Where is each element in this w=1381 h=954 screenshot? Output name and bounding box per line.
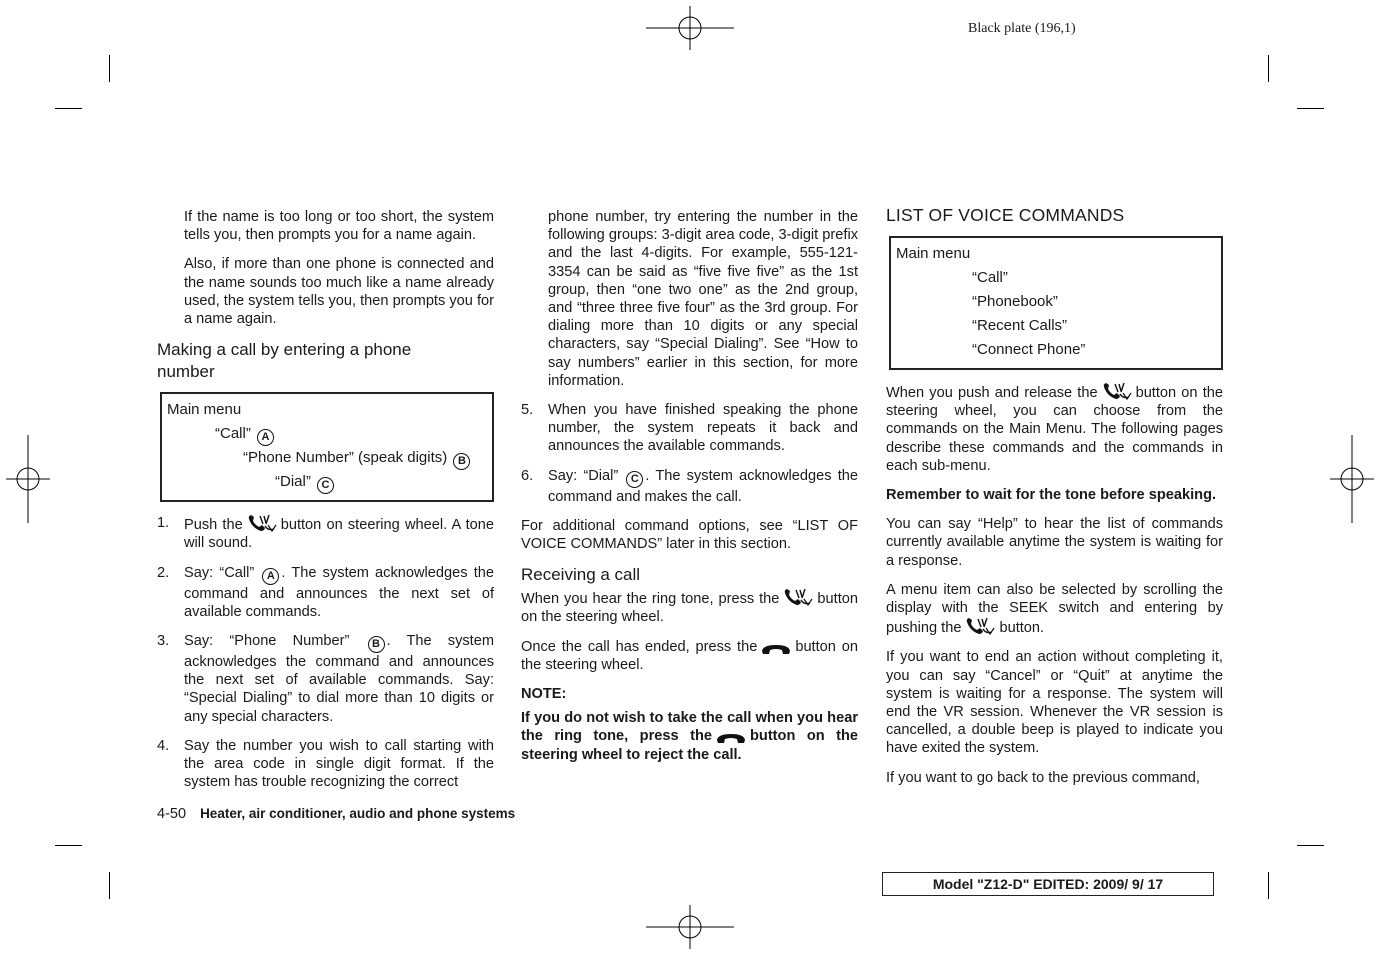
page-number: 4-50 <box>157 806 187 822</box>
badge-a: A <box>257 429 274 446</box>
model-edited-box: Model "Z12-D" EDITED: 2009/ 9/ 17 <box>882 872 1214 896</box>
heading-making-call: Making a call by entering a phone number <box>157 340 412 382</box>
voice-talk-icon <box>1101 382 1133 402</box>
chapter-title: Heater, air conditioner, audio and phone systems <box>200 806 516 821</box>
paragraph-multiple-phones: Also, if more than one phone is connected and the name sounds too much like a name already used, the system tells you, then prompts you for a name again. <box>184 256 494 328</box>
paragraph-seek: A menu item can also be selected by scrolling the display with the SEEK switch and entering by pushing the button. <box>886 581 1223 637</box>
paragraph-receiving: When you hear the ring tone, press the button on the steering wheel. <box>521 588 858 626</box>
column-3 <box>886 204 1223 798</box>
badge-b: B <box>453 453 470 470</box>
heading-receiving-call: Receiving a call <box>521 565 641 585</box>
menu-title: Main menu <box>896 245 971 262</box>
menu-item-recent-calls: “Recent Calls” <box>972 317 1068 334</box>
badge-b: B <box>368 636 385 653</box>
menu-line-call: “Call” A <box>167 422 486 446</box>
registration-mark-right-icon <box>1330 435 1374 523</box>
step-1: 1. Push the button on steering wheel. A tone will sound. <box>157 515 494 552</box>
paragraph-name-length: If the name is too long or too short, the system tells you, then prompts you for a name again. <box>184 209 494 244</box>
hang-up-icon <box>760 642 792 656</box>
paragraph-additional-options: For additional command options, see “LIST OF VOICE COMMANDS” later in this section. <box>521 517 858 553</box>
paragraph-wait-tone: Remember to wait for the tone before speaking. <box>886 487 1217 504</box>
hang-up-icon <box>715 731 747 745</box>
menu-line-dial: “Dial” C <box>167 470 486 494</box>
badge-a: A <box>262 568 279 585</box>
paragraph-number-groups: phone number, try entering the number in the following groups: 3-digit area code, 3-digit prefix and the last 4-digits. For example, 555-121-3354 can be said as “five five five” as the 1st group, then “one two one” as the 2nd group, and “three three five four” as the 3rd group. For dialing more than 10 digits or any special characters, say “Special Dialing”. See “How to say numbers” earlier in this section, for more information. <box>548 209 858 389</box>
paragraph-cancel: If you want to end an action without completing it, you can say “Cancel” or “Quit” at anytime the system is waiting for a response. The system will end the VR session. Whenever the VR session is cancelled, a double beep is played to indicate you have exited the system. <box>886 649 1223 757</box>
paragraph-help: You can say “Help” to hear the list of commands currently available anytime the system is waiting for a response. <box>886 516 1223 569</box>
step-6: 6. Say: “Dial” C . The system acknowledges the command and makes the call. <box>521 467 858 505</box>
menu-box-voice-commands <box>889 236 1223 370</box>
step-2: 2. Say: “Call” A . The system acknowledges the command and announces the next set of available commands. <box>157 564 494 620</box>
registration-mark-bottom-icon <box>646 905 734 949</box>
voice-talk-icon <box>246 514 278 534</box>
paragraph-go-back: If you want to go back to the previous command, <box>886 769 1200 786</box>
note-text: If you do not wish to take the call when you hear the ring tone, press the button on the steering wheel to reject the call. <box>521 710 858 763</box>
voice-talk-icon <box>782 588 814 608</box>
note-label: NOTE: <box>521 686 567 703</box>
heading-voice-commands: LIST OF VOICE COMMANDS <box>886 205 1125 225</box>
step-4: 4. Say the number you wish to call starting with the area code in single digit format. If the system has trouble recognizing the correct <box>157 737 494 791</box>
menu-item-connect-phone: “Connect Phone” <box>972 341 1086 358</box>
paragraph-push-release: When you push and release the button on the steering wheel, you can choose from the commands on the Main Menu. The following pages describe these commands and the commands in each sub-menu. <box>886 382 1223 475</box>
page-footer <box>157 806 515 822</box>
menu-title: Main menu <box>167 401 242 419</box>
registration-mark-left-icon <box>6 435 50 523</box>
menu-item-phonebook: “Phonebook” <box>972 293 1058 310</box>
column-2 <box>521 208 858 775</box>
plate-label: Black plate (196,1) <box>968 21 1076 36</box>
menu-line-phone-number: “Phone Number” (speak digits) B <box>167 446 486 470</box>
step-3: 3. Say: “Phone Number” B . The system acknowledges the command and announces the next set of available commands. Say: “Special Dialing” to dial more than 10 digits or any special characters. <box>157 633 495 725</box>
column-1 <box>157 208 494 802</box>
voice-talk-icon <box>964 617 996 637</box>
menu-item-call: “Call” <box>972 269 1008 286</box>
registration-mark-top-icon <box>646 6 734 50</box>
paragraph-end-call: Once the call has ended, press the button on the steering wheel. <box>521 638 858 673</box>
step-5: 5. When you have finished speaking the phone number, the system repeats it back and announces the available commands. <box>521 402 858 455</box>
badge-c: C <box>317 477 334 494</box>
menu-box-making-call <box>160 392 494 502</box>
badge-c: C <box>626 471 643 488</box>
